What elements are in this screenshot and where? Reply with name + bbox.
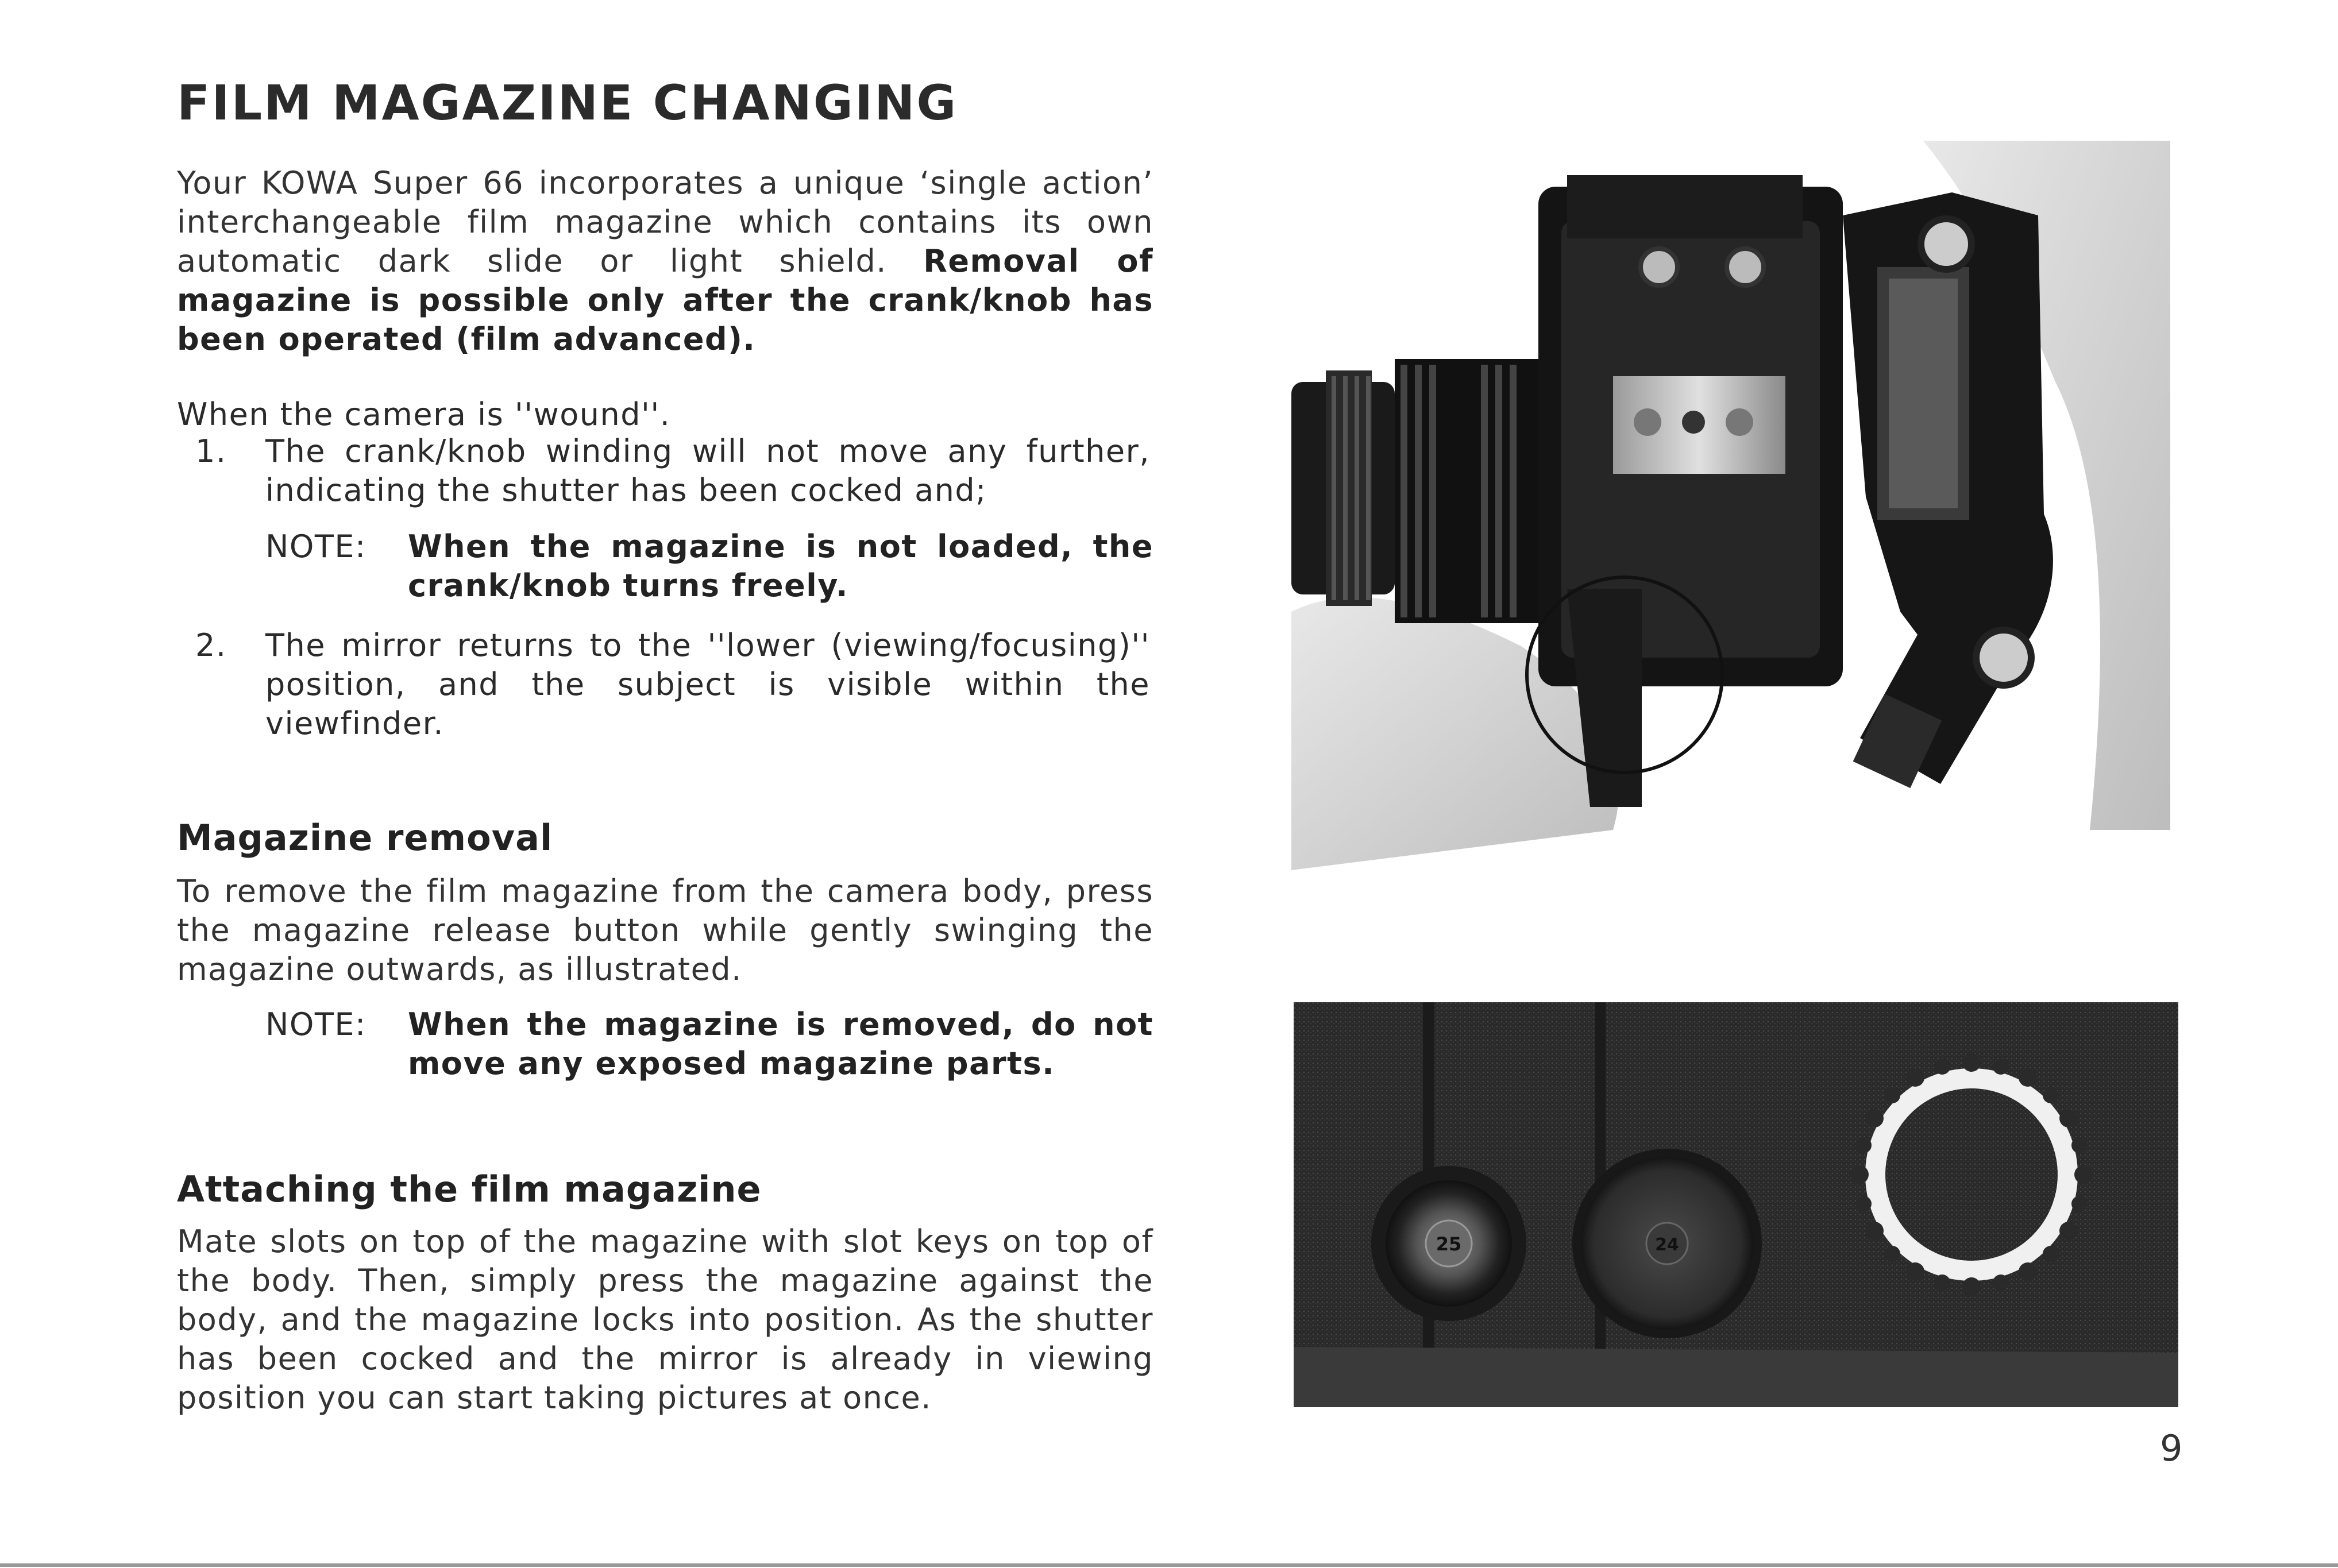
page-bottom-edge xyxy=(0,1563,2338,1567)
button-number-label: 24 xyxy=(1655,1235,1679,1255)
page-number: 9 xyxy=(2160,1427,2183,1469)
wound-line: When the camera is ''wound''. xyxy=(177,396,671,432)
button-number-label: 25 xyxy=(1436,1233,1462,1255)
note-label: NOTE: xyxy=(265,1006,366,1042)
removal-text: To remove the film magazine from the camera body, press the magazine release button while gently swinging the magazine outwards, as illustrated. xyxy=(177,873,1153,987)
list-number: 2. xyxy=(195,627,227,663)
note-text: When the magazine is not loaded, the crank/knob turns freely. xyxy=(408,528,1153,604)
list-number: 1. xyxy=(195,433,227,469)
intro-text: Your KOWA Super 66 incorporates a unique ‘single action’ interchangeable film magazine which contains its own automatic dark slide or light shield. xyxy=(177,165,1153,279)
removal-paragraph xyxy=(177,872,1153,989)
note-label: NOTE: xyxy=(265,528,366,565)
note-text: When the magazine is removed, do not move any exposed magazine parts. xyxy=(408,1006,1153,1082)
intro-bold-text: Removal of magazine is possible only after the crank/knob has been operated (film advanced). xyxy=(177,243,1154,357)
list-text: The crank/knob winding will not move any further, indicating the shutter has been cocked and; xyxy=(265,433,1150,508)
section-heading-removal: Magazine removal xyxy=(177,817,553,859)
page-title: FILM MAGAZINE CHANGING xyxy=(177,75,958,131)
intro-paragraph xyxy=(177,164,1153,359)
magazine-removal-photo xyxy=(1291,141,2170,870)
list-text: The mirror returns to the ''lower (viewing/focusing)'' position, and the subject is visible within the viewfinder. xyxy=(265,627,1150,741)
attach-paragraph xyxy=(177,1222,1153,1418)
body-buttons-closeup-photo xyxy=(1294,1002,2178,1407)
attach-text: Mate slots on top of the magazine with slot keys on top of the body. Then, simply press the magazine against the body, and the magazine locks into position. As the shutter has been cocked and the mirror is already in viewing position you can start taking pictures at once. xyxy=(177,1223,1153,1416)
section-heading-attach: Attaching the film magazine xyxy=(177,1168,762,1210)
knob-ring-icon xyxy=(1850,1053,2093,1296)
